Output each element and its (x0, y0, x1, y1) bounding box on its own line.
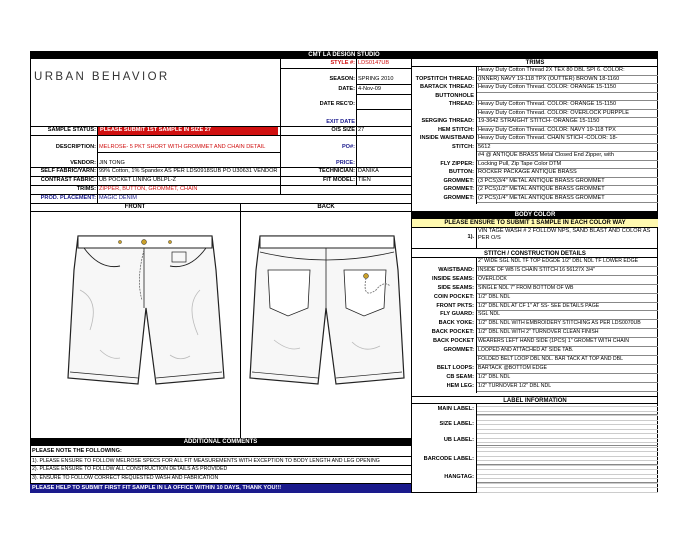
self-fabric-value: 99% Cotton, 1% Spandex AS PER LDS0918SUB PO U30631 VENDOR (99, 168, 278, 174)
rule (476, 404, 477, 493)
comment-item-3: 3). ENSURE TO FOLLOW CORRECT REQUESTED WASH AND FABRICATION (32, 475, 219, 481)
comment-item-2: 2). PLEASE ENSURE TO FOLLOW ALL CONSTRUCTION DETAILS AS PROVIDED (32, 466, 228, 472)
label-info-label: SIZE LABEL: (439, 421, 474, 427)
label-info-grid (477, 456, 658, 457)
trims-row-value: (INNER) NAVY 19-118 TPX (OUTTER) BROWN 18-1160 (478, 75, 620, 82)
rule (357, 94, 411, 95)
stitch-row-label: CB SEAM: (446, 373, 474, 380)
date-label: DATE: (338, 86, 355, 92)
description-label: DESCRIPTION: (55, 144, 96, 150)
stitch-row-value: 2" WIDE SGL NDL TF TOP EDGDE 1/2" DBL NDL TF LOWER EDGE (478, 258, 639, 264)
trims-row-label: SERGING THREAD: (421, 118, 474, 124)
shorts-front-sketch (60, 230, 230, 390)
studio-title-bar: CMT LA DESIGN STUDIO (30, 51, 658, 59)
trims-row-label: HEM STITCH: (437, 126, 474, 133)
rule (357, 109, 411, 110)
front-label: FRONT (124, 204, 146, 210)
label-info-grid (477, 447, 658, 448)
trims-row-label: INSIDE WAISTBAND (419, 135, 474, 141)
body-color-note: PLEASE ENSURE TO SUBMIT 1 SAMPLE IN EACH COLOR WAY (412, 219, 658, 228)
label-info-grid (477, 478, 658, 479)
rule (98, 152, 280, 153)
rule (356, 59, 357, 185)
os-size-label: O/S SIZE (331, 127, 355, 133)
contrast-fabric-value: UB POCKET LINING UBLPL-Z (99, 177, 176, 183)
rule (30, 456, 411, 457)
price-label: PRICE: (336, 160, 355, 166)
brand-logo: URBAN BEHAVIOR (34, 71, 170, 83)
trims-row-label: BARTACK THREAD: (420, 84, 474, 90)
stitch-row-value: 1/2" DBL NDL WITH 2" TURNOVER CLEAN FINISH (478, 329, 599, 336)
rule (240, 203, 241, 438)
trims-row-value: Heavy Duty Cotton Thread 2X TEX 80 DBL SPI 6. COLOR: (478, 67, 625, 73)
rule (280, 68, 411, 69)
trims-label: TRIMS: (76, 186, 96, 192)
trims-row-value: #4 @ ANTIQUE BRASS Metal Closed End Zipper, with (478, 152, 614, 158)
label-info-label: UB LABEL: (443, 437, 474, 443)
fit-model-value: TIEN (358, 177, 371, 183)
trims-row-value: Heavy Duty Cotton Thread. COLOR: NAVY 19-118 TPX (478, 126, 616, 133)
trims-row-value: 19-3642 STRAIGHT STITCH- ORANGE 15-1150 (478, 118, 600, 124)
self-fabric-label: SELF FABRIC/YARN: (40, 168, 96, 174)
sample-status-value: PLEASE SUBMIT 1ST SAMPLE IN SIZE 27 (98, 127, 278, 135)
trims-row-label: STITCH: (451, 143, 474, 150)
rule (280, 59, 281, 194)
additional-comments-header: ADDITIONAL COMMENTS (30, 438, 411, 446)
stitch-row-value: 1/2" DBL NDL (478, 293, 511, 300)
comments-note: PLEASE NOTE THE FOLLOWING: (32, 448, 122, 454)
trims-row-value: Heavy Duty Cotton Thread. COLOR: ORANGE 15-1150 (478, 84, 617, 90)
stitch-row-label: FLY GUARD: (440, 311, 474, 318)
rule (30, 211, 411, 212)
trims-row-label: THREAD: (448, 101, 474, 107)
trims-row-label: TOPSTITCH THREAD: (415, 75, 474, 82)
trims-row-value: 5612 (478, 143, 491, 150)
stitch-row-label: HEM LEG: (446, 382, 474, 389)
vendor-label: VENDOR: (70, 160, 96, 166)
label-info-label: HANGTAG: (444, 474, 474, 480)
trims-row-rule (477, 202, 658, 203)
label-info-grid (477, 474, 658, 475)
exit-date-label: EXIT DATE (326, 119, 355, 125)
trims-row-value: Locking Pull, Zip Tape Color DTM (478, 160, 562, 167)
stitch-row-value: SINGLE NDL 7" FROM BOTTOM OF WB (478, 284, 574, 291)
label-info-grid (477, 487, 658, 488)
trims-row-label: FLY ZIPPER: (440, 160, 474, 167)
stitch-row-value: 1/2" TURNOVER 1/2" DBL NDL (478, 382, 552, 389)
trims-row-label: BUTTONHOLE (435, 92, 474, 99)
stitch-row-value: SGL NDL (478, 311, 501, 318)
trims-row-label: BUTTON: (448, 169, 474, 175)
stitch-row-value: OVERLOCK (478, 275, 507, 282)
trims-row-rule (477, 92, 658, 93)
contrast-fabric-label: CONTRAST FABRIC: (40, 177, 96, 183)
stitch-row-label: COIN POCKET: (433, 293, 474, 300)
trims-row-value: Heavy Duty Cotton Thread. COLOR: ORANGE 15-1150 (478, 101, 617, 107)
rule (476, 67, 477, 204)
stitch-header: STITCH / CONSTRUCTION DETAILS (412, 250, 658, 258)
label-info-grid (477, 469, 658, 470)
label-info-grid (477, 420, 658, 421)
rule (30, 135, 411, 136)
trims-row-value: Heavy Duty Cotton Thread. COLOR: OVERLOCK PURPPLE (478, 109, 629, 116)
stitch-row-label: INSIDE SEAMS: (432, 275, 474, 282)
trims-row-label: GROMMET: (443, 186, 474, 192)
comments-footer: PLEASE HELP TO SUBMIT FIRST FIT SAMPLE IN LA OFFICE WITHIN 10 DAYS, THANK YOU!!! (30, 484, 411, 493)
label-info-grid (477, 483, 658, 484)
stitch-row-label: SIDE SEAMS: (437, 284, 474, 291)
style-value: LDS0147UB (358, 60, 390, 66)
trims-row-label: GROMMET: (443, 177, 474, 184)
season-label: SEASON: (329, 76, 355, 82)
trims-header: TRIMS (412, 59, 658, 67)
body-color-header: BODY COLOR (412, 211, 658, 219)
technician-value: DANIKA (358, 168, 379, 174)
label-info-grid (477, 415, 658, 416)
stitch-row-label: BACK POCKET: (431, 329, 474, 336)
label-info-label: MAIN LABEL: (437, 406, 474, 412)
rule (97, 126, 98, 203)
label-info-grid (477, 411, 658, 412)
style-label: STYLE #: (330, 60, 355, 66)
label-info-grid (477, 492, 658, 493)
back-label: BACK (317, 204, 335, 210)
fit-model-label: FIT MODEL: (322, 177, 355, 183)
stitch-row-label: FRONT PKTS: (436, 302, 474, 309)
trims-row-value: Heavy Duty Cotton Thread. CHAIN STICH -COLOR: 18- (478, 135, 618, 141)
label-info-grid (477, 438, 658, 439)
trims-value: ZIPPER, BUTTON, GROMMET, CHAIN (99, 186, 198, 192)
trims-row-value: (2 PCS)1/2" METAL ANTIQUE BRASS GROMMET (478, 186, 605, 192)
stitch-row-value: WEARERS LEFT HAND SIDE (1PCS) 1" GROMET WITH CHAIN (478, 338, 629, 345)
sample-status-label: SAMPLE STATUS: (47, 127, 96, 133)
rule (412, 248, 658, 249)
date-value: 4-Nov-09 (358, 86, 382, 92)
stitch-row-value: INSIDE OF WB IS CHAIN STITCH 16 56127X 3/4" (478, 266, 595, 273)
stitch-row-label: BACK POCKET (432, 338, 474, 345)
stitch-row-value: BARTACK @BOTTOM EDGE (478, 364, 547, 371)
date-recd-label: DATE REC'D: (319, 101, 355, 107)
season-value: SPRING 2010 (358, 76, 394, 82)
label-info-grid (477, 429, 658, 430)
description-value: MELROSE- 5 PKT SHORT WITH GROMMET AND CHAIN DETAIL (99, 144, 266, 150)
trims-row-value: (2 PCS)1/4" METAL ANTIQUE BRASS GROMMET (478, 194, 605, 201)
label-info-grid (477, 424, 658, 425)
trims-row-value: (3 PCS)3/4" METAL ANTIQUE BRASS GROMMET (478, 177, 605, 184)
stitch-row-value: 1/2" DBL NDL WITH EMBROIDERY STITCHING AS PER LDS0070UB (478, 320, 641, 327)
stitch-row-value: 1/2" DBL NDL (478, 373, 511, 380)
rule (476, 228, 477, 248)
shorts-back-sketch (244, 230, 409, 390)
trims-row-value: ROCKER PACKAGE ANTIQUE BRASS (478, 169, 577, 175)
comment-item-1: 1). PLEASE ENSURE TO FOLLOW MELROSE SPECS FOR ALL FIT MEASUREMENTS WITH EXCEPTION TO BODY LENGTH AND LEG OPENING (32, 458, 380, 464)
label-info-grid (477, 460, 658, 461)
stitch-row-value: FOLDED BELT LOOP DBL NDL. BAR TACK AT TOP AND DBL (478, 355, 624, 362)
rule (357, 84, 411, 85)
label-info-grid (477, 465, 658, 466)
stitch-row-label: GROMMET: (443, 347, 474, 353)
body-color-value: VIN TAGE WASH # 2 FOLLOW NPS, SAND BLAST AND COLOR AS PER O/S (478, 228, 651, 241)
body-color-num: 1). (467, 234, 474, 240)
stitch-row-label: BELT LOOPS: (436, 364, 474, 371)
os-size-value: 27 (358, 127, 365, 133)
stitch-row-rule (477, 391, 658, 392)
trims-row-label: GROMMET: (443, 194, 474, 201)
label-info-grid (477, 451, 658, 452)
label-info-label: BARCODE LABEL: (423, 456, 474, 462)
stitch-row-label: BACK YOKE: (438, 320, 474, 327)
po-label: PO#: (341, 144, 355, 150)
stitch-row-value: LOOPED AND ATTACHED AT SIDE TAB. (478, 347, 574, 353)
label-info-grid (477, 433, 658, 434)
prod-placement-value: MAGIC DENIM (99, 195, 137, 201)
stitch-row-label: WAISTBAND: (438, 266, 474, 273)
vendor-value: JIN TONG (99, 160, 125, 166)
technician-label: TECHNICIAN: (318, 168, 355, 174)
prod-placement-label: PROD. PLACEMENT: (40, 195, 96, 201)
stitch-row-value: 1/2" DBL NDL AT CF 1" AT SS- SEE DETAILS PAGE (478, 302, 600, 309)
label-info-header: LABEL INFORMATION (412, 396, 658, 404)
label-info-grid (477, 406, 658, 407)
label-info-grid (477, 442, 658, 443)
